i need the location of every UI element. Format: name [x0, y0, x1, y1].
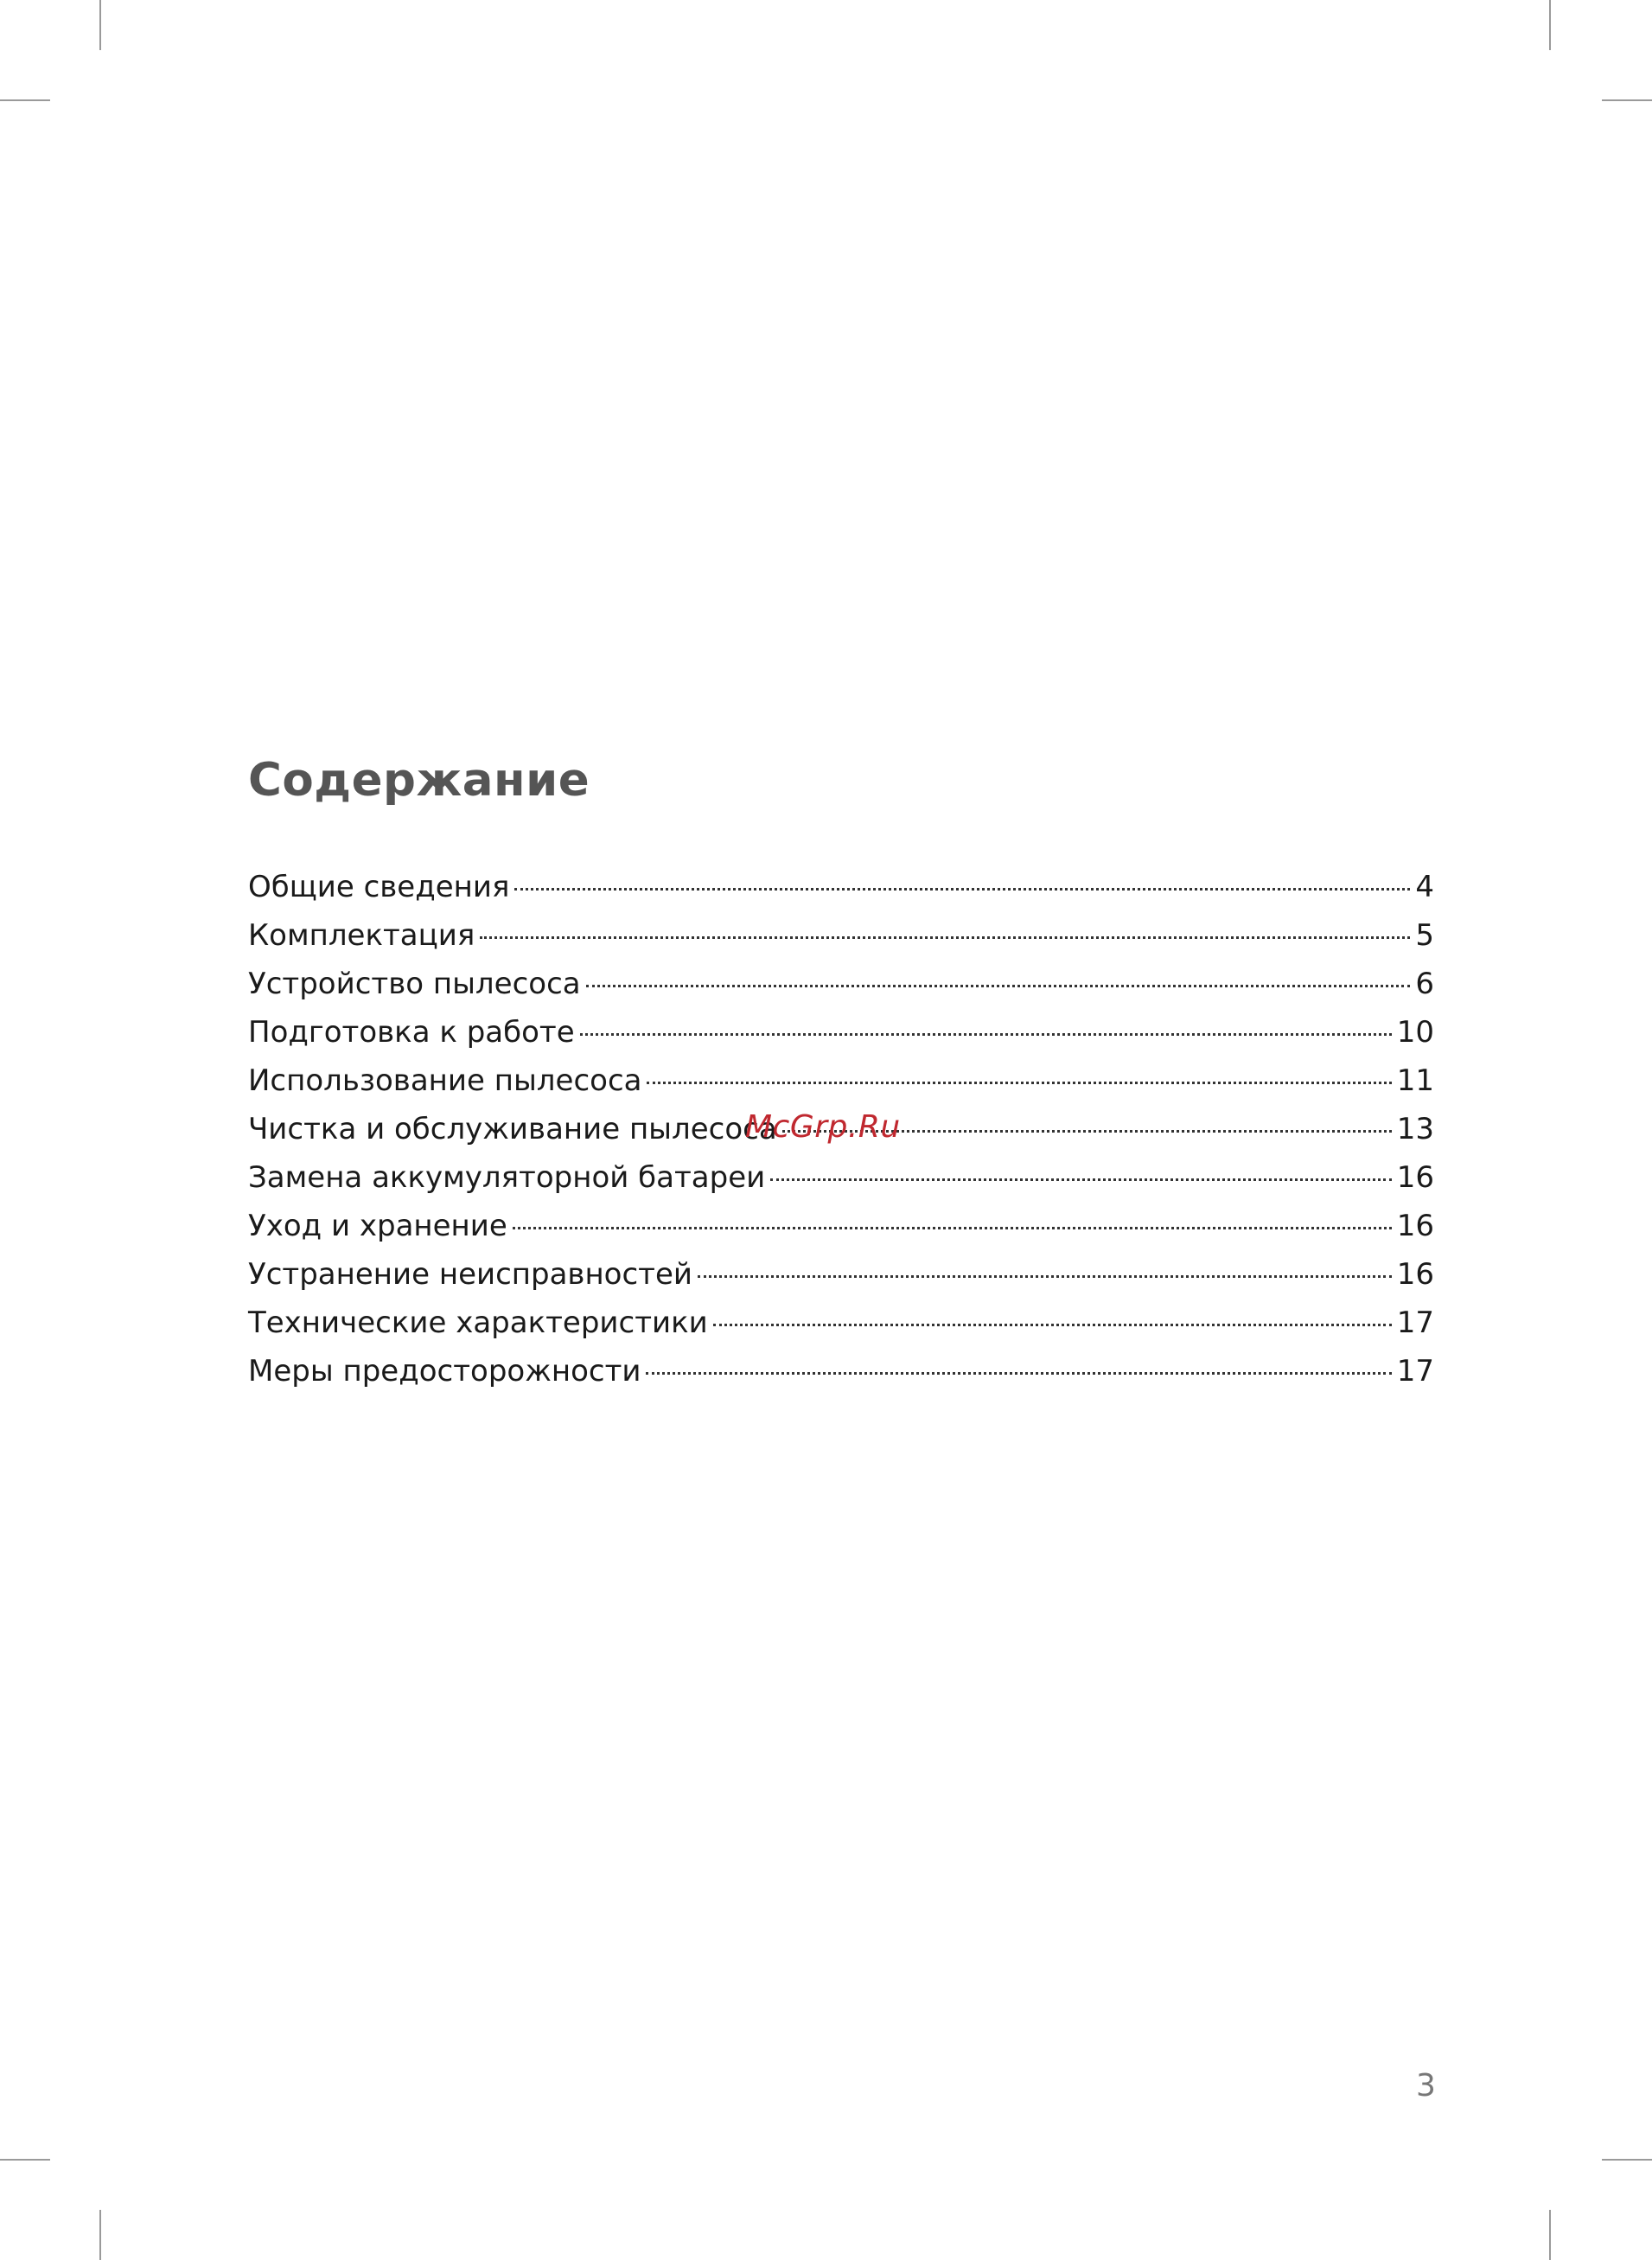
- toc-entry-label: Меры предосторожности: [248, 1354, 641, 1389]
- crop-mark-bottom-right: [1549, 2210, 1551, 2260]
- toc-entry-page: 5: [1415, 918, 1434, 953]
- crop-mark-top-right: [1602, 99, 1652, 101]
- crop-mark-top-left: [99, 0, 101, 50]
- toc-entry-page: 16: [1396, 1160, 1434, 1195]
- toc-leader-dots: [586, 985, 1411, 987]
- toc-entry-precautions[interactable]: [248, 1347, 1434, 1395]
- toc-leader-dots: [513, 1227, 1392, 1229]
- toc-entry-page: 10: [1396, 1015, 1434, 1050]
- toc-entry-page: 11: [1396, 1063, 1434, 1098]
- toc-entry-general-info[interactable]: [248, 863, 1434, 911]
- crop-mark-bottom-right: [1602, 2159, 1652, 2161]
- toc-entry-label: Чистка и обслуживание пылесоса: [248, 1112, 777, 1146]
- toc-entry-page: 4: [1415, 870, 1434, 904]
- toc-entry-label: Комплектация: [248, 918, 475, 953]
- toc-entry-label: Замена аккумуляторной батареи: [248, 1160, 766, 1195]
- toc-entry-device-structure[interactable]: [248, 960, 1434, 1008]
- toc-entry-page: 17: [1396, 1306, 1434, 1340]
- toc-entry-battery-replacement[interactable]: [248, 1153, 1434, 1202]
- toc-entry-page: 6: [1415, 967, 1434, 1001]
- toc-entry-specifications[interactable]: [248, 1299, 1434, 1347]
- toc-leader-dots: [580, 1033, 1392, 1036]
- toc-leader-dots: [646, 1372, 1391, 1375]
- toc-title: Содержание: [248, 754, 590, 807]
- toc-entry-page: 13: [1396, 1112, 1434, 1146]
- toc-entry-troubleshooting[interactable]: [248, 1250, 1434, 1299]
- toc-leader-dots: [514, 888, 1410, 891]
- toc-leader-dots: [770, 1178, 1392, 1181]
- toc-entry-page: 16: [1396, 1257, 1434, 1292]
- crop-mark-top-right: [1549, 0, 1551, 50]
- crop-mark-bottom-left: [99, 2210, 101, 2260]
- toc-entry-usage[interactable]: [248, 1057, 1434, 1105]
- toc-entry-preparation[interactable]: [248, 1008, 1434, 1057]
- page-number: 3: [1416, 2068, 1436, 2104]
- toc-entry-care-storage[interactable]: [248, 1202, 1434, 1250]
- toc-leader-dots: [480, 936, 1410, 939]
- toc-entry-page: 17: [1396, 1354, 1434, 1389]
- toc-entry-label: Уход и хранение: [248, 1209, 507, 1243]
- toc-entry-label: Устранение неисправностей: [248, 1257, 693, 1292]
- toc-entry-label: Общие сведения: [248, 870, 510, 904]
- toc-entry-page: 16: [1396, 1209, 1434, 1243]
- toc-entry-package-contents[interactable]: [248, 911, 1434, 960]
- watermark: McGrp.Ru: [745, 1109, 901, 1145]
- toc-leader-dots: [698, 1275, 1392, 1278]
- toc-entry-label: Устройство пылесоса: [248, 967, 581, 1001]
- toc-leader-dots: [713, 1324, 1392, 1326]
- toc-entry-label: Использование пылесоса: [248, 1063, 642, 1098]
- toc-entry-label: Подготовка к работе: [248, 1015, 575, 1050]
- crop-mark-bottom-left: [0, 2159, 50, 2161]
- crop-mark-top-left: [0, 99, 50, 101]
- toc-entry-label: Технические характеристики: [248, 1306, 708, 1340]
- toc-leader-dots: [647, 1082, 1391, 1084]
